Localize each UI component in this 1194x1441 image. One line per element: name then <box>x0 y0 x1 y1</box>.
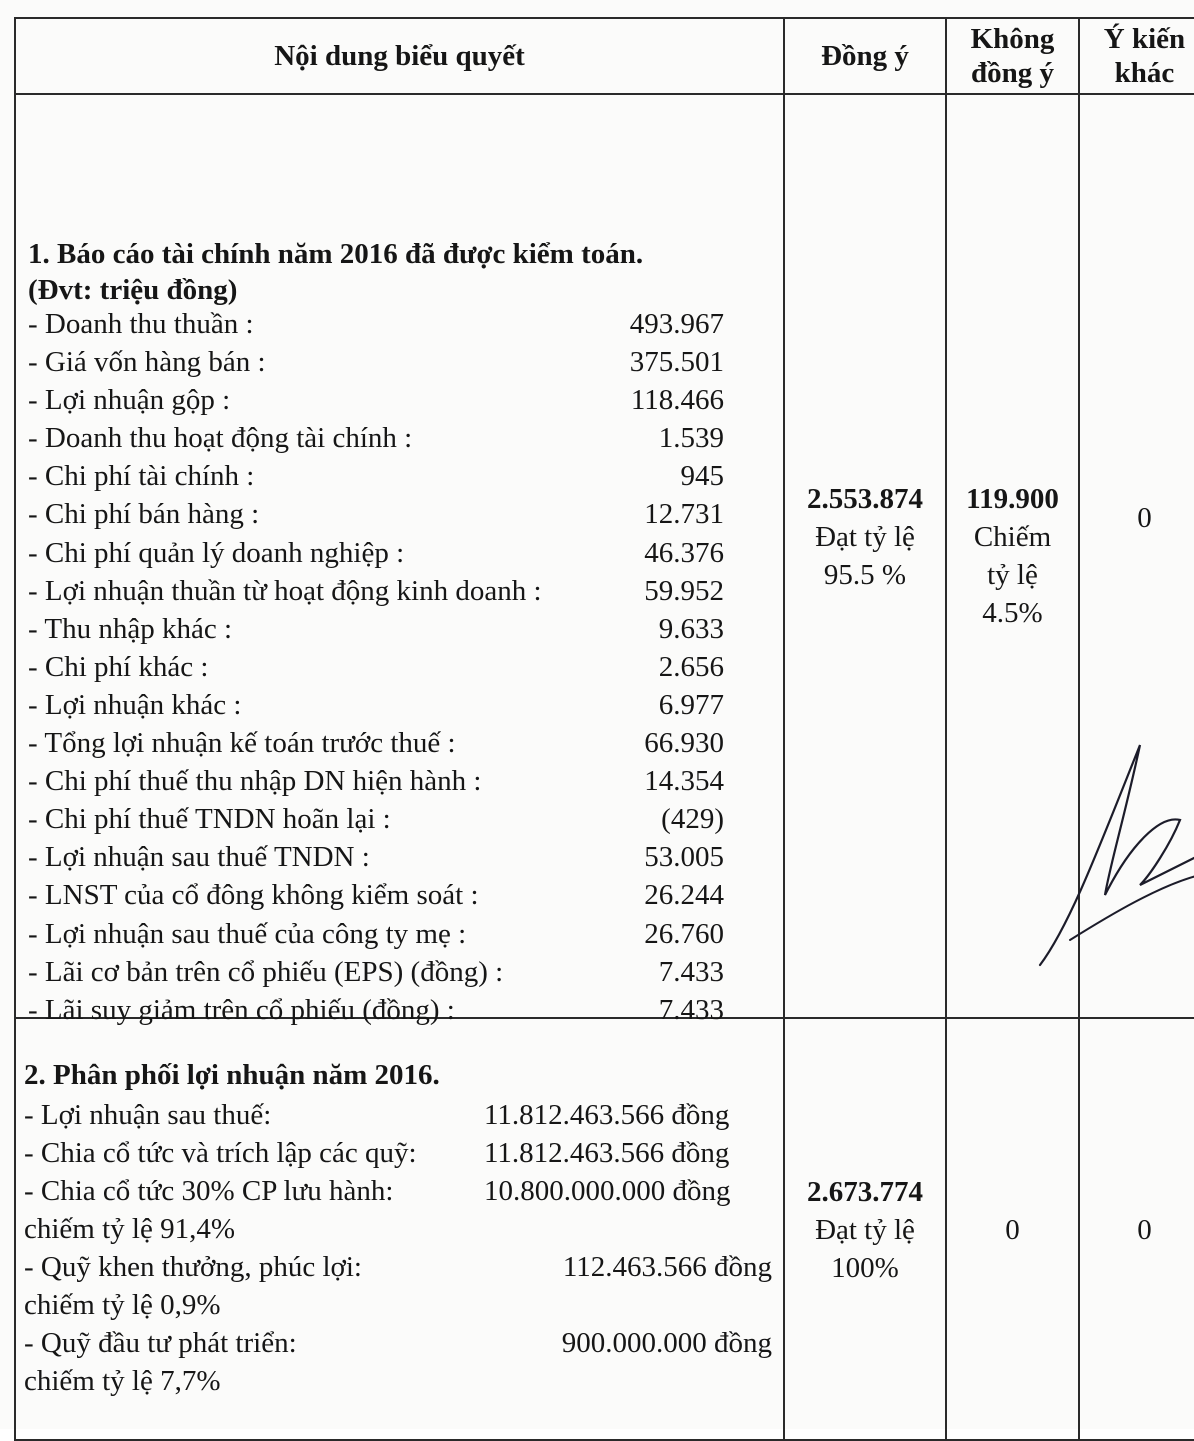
financial-row-label: - Chi phí khác : <box>28 650 209 683</box>
distribution-row-label: - Quỹ đầu tư phát triển: <box>24 1327 297 1359</box>
financial-row <box>28 457 748 495</box>
financial-row-label: - Chi phí quản lý doanh nghiệp : <box>28 536 405 569</box>
distribution-row-label: - Chia cổ tức 30% CP lưu hành: <box>24 1175 394 1207</box>
financial-row <box>28 534 748 572</box>
financial-row <box>28 876 748 914</box>
financial-row <box>28 724 748 762</box>
item2-agree-label: Đạt tỷ lệ <box>815 1214 915 1246</box>
distribution-items-list <box>24 1096 784 1400</box>
financial-row-label: - Giá vốn hàng bán : <box>28 346 266 379</box>
item1-row <box>15 94 1194 1018</box>
financial-row <box>28 762 748 800</box>
financial-row-label: - Lợi nhuận sau thuế của công ty mẹ : <box>28 917 467 950</box>
item2-row <box>15 1018 1194 1440</box>
item1-disagree-label: Chiếm <box>973 521 1052 553</box>
financial-row-value: 2.656 <box>658 650 724 683</box>
header-other-line1: Ý kiến <box>1103 23 1186 55</box>
financial-row-value: 493.967 <box>629 308 724 340</box>
financial-row-label: - LNST của cổ đông không kiểm soát : <box>28 879 479 912</box>
voting-results-table <box>14 17 1194 1441</box>
financial-row-value: 1.539 <box>658 422 724 455</box>
financial-row <box>28 343 748 381</box>
financial-row <box>28 648 748 686</box>
header-disagree <box>946 18 1079 94</box>
item1-unit: (Đvt: triệu đồng) <box>28 274 238 306</box>
financial-row-value: 66.930 <box>644 727 724 760</box>
financial-row <box>28 610 748 648</box>
item2-disagree-value: 0 <box>1005 1214 1020 1246</box>
item1-title: 1. Báo cáo tài chính năm 2016 đã được kiểm toán. <box>28 238 644 270</box>
financial-row <box>28 953 748 991</box>
financial-row-label: - Chi phí bán hàng : <box>28 498 260 531</box>
financial-row-value: 945 <box>680 460 724 493</box>
financial-row-value: (429) <box>661 803 724 836</box>
financial-row-label: - Lợi nhuận sau thuế TNDN : <box>28 841 370 874</box>
financial-row <box>28 495 748 533</box>
distribution-row-label: - Lợi nhuận sau thuế: <box>24 1099 272 1131</box>
financial-row-value: 118.466 <box>630 384 724 417</box>
item2-agree-cell <box>784 1018 946 1440</box>
distribution-row <box>24 1172 784 1248</box>
financial-row-value: 59.952 <box>644 574 724 607</box>
financial-row-value: 46.376 <box>644 536 724 569</box>
distribution-row-amount: 112.463.566 đồng <box>562 1251 772 1283</box>
item1-disagree-rate: 4.5% <box>982 597 1043 629</box>
header-content: Nội dung biểu quyết <box>15 18 784 94</box>
distribution-row-label: - Chia cổ tức và trích lập các quỹ: <box>24 1137 417 1169</box>
distribution-row <box>24 1324 784 1400</box>
item1-content-cell <box>15 94 784 1026</box>
financial-row <box>28 800 748 838</box>
financial-row-label: - Lãi cơ bản trên cổ phiếu (EPS) (đồng) : <box>28 955 504 988</box>
item2-disagree-cell <box>946 1018 1079 1440</box>
distribution-row-amount: 10.800.000.000 đồng <box>484 1175 731 1207</box>
item1-agree-cell <box>784 94 946 1018</box>
item2-content-cell <box>15 1018 784 1440</box>
financial-row-label: - Lợi nhuận gộp : <box>28 384 231 417</box>
item2-other-value: 0 <box>1137 1214 1152 1246</box>
item1-disagree-count: 119.900 <box>966 483 1059 515</box>
financial-row-value: 6.977 <box>658 688 724 721</box>
financial-row-value: 26.244 <box>644 879 724 912</box>
distribution-row <box>24 1134 784 1172</box>
financial-row <box>28 381 748 419</box>
financial-row <box>28 686 748 724</box>
financial-row-label: - Chi phí thuế thu nhập DN hiện hành : <box>28 765 482 798</box>
financial-row-value: 375.501 <box>629 346 724 379</box>
financial-row-label: - Tổng lợi nhuận kế toán trước thuế : <box>28 727 456 760</box>
item1-agree-count: 2.553.874 <box>807 483 923 515</box>
item1-agree-rate: 95.5 % <box>823 559 907 591</box>
financial-row <box>28 915 748 953</box>
financial-row <box>28 838 748 876</box>
item1-agree-label: Đạt tỷ lệ <box>815 521 915 553</box>
header-row <box>15 18 1194 94</box>
financial-row-value: 12.731 <box>644 498 724 531</box>
financial-row <box>28 305 748 343</box>
financial-row-value: 7.433 <box>658 993 724 1026</box>
financial-items-list <box>28 305 748 1029</box>
financial-row-value: 7.433 <box>658 955 724 988</box>
header-disagree-line2: đồng ý <box>970 57 1054 89</box>
distribution-row-amount: 11.812.463.566 đồng <box>484 1099 730 1131</box>
item1-other-value: 0 <box>1137 502 1152 534</box>
distribution-row-amount: 900.000.000 đồng <box>561 1327 772 1359</box>
header-other-line2: khác <box>1114 57 1175 89</box>
item1-disagree-cell <box>946 94 1079 1018</box>
financial-row-label: - Lợi nhuận thuần từ hoạt động kinh doanh : <box>28 574 542 607</box>
financial-row-label: - Doanh thu hoạt động tài chính : <box>28 422 413 455</box>
distribution-row <box>24 1248 784 1324</box>
distribution-row-amount: 11.812.463.566 đồng <box>484 1137 730 1169</box>
distribution-row <box>24 1096 784 1134</box>
financial-row-label: - Lãi suy giảm trên cổ phiếu (đồng) : <box>28 993 455 1026</box>
header-other <box>1079 18 1194 94</box>
distribution-row-share: chiếm tỷ lệ 7,7% <box>24 1365 221 1397</box>
financial-row-label: - Chi phí thuế TNDN hoãn lại : <box>28 803 391 836</box>
financial-row <box>28 419 748 457</box>
item1-disagree-label2: tỷ lệ <box>987 559 1038 591</box>
item2-agree-count: 2.673.774 <box>807 1176 923 1208</box>
financial-row-label: - Thu nhập khác : <box>28 612 233 645</box>
financial-row-value: 14.354 <box>644 765 724 798</box>
header-agree: Đồng ý <box>784 18 946 94</box>
item1-other-cell <box>1079 94 1194 1018</box>
financial-row-value: 53.005 <box>644 841 724 874</box>
financial-row-value: 26.760 <box>644 917 724 950</box>
distribution-row-label: - Quỹ khen thưởng, phúc lợi: <box>24 1251 362 1283</box>
financial-row-label: - Lợi nhuận khác : <box>28 688 242 721</box>
financial-row-label: - Chi phí tài chính : <box>28 460 255 493</box>
financial-row <box>28 572 748 610</box>
header-disagree-line1: Không <box>970 23 1055 55</box>
item2-other-cell <box>1079 1018 1194 1440</box>
item2-agree-rate: 100% <box>831 1252 899 1284</box>
financial-row-label: - Doanh thu thuần : <box>28 308 254 340</box>
item2-title: 2. Phân phối lợi nhuận năm 2016. <box>24 1059 440 1091</box>
financial-row-value: 9.633 <box>658 612 724 645</box>
distribution-row-share: chiếm tỷ lệ 91,4% <box>24 1213 236 1245</box>
distribution-row-share: chiếm tỷ lệ 0,9% <box>24 1289 221 1321</box>
